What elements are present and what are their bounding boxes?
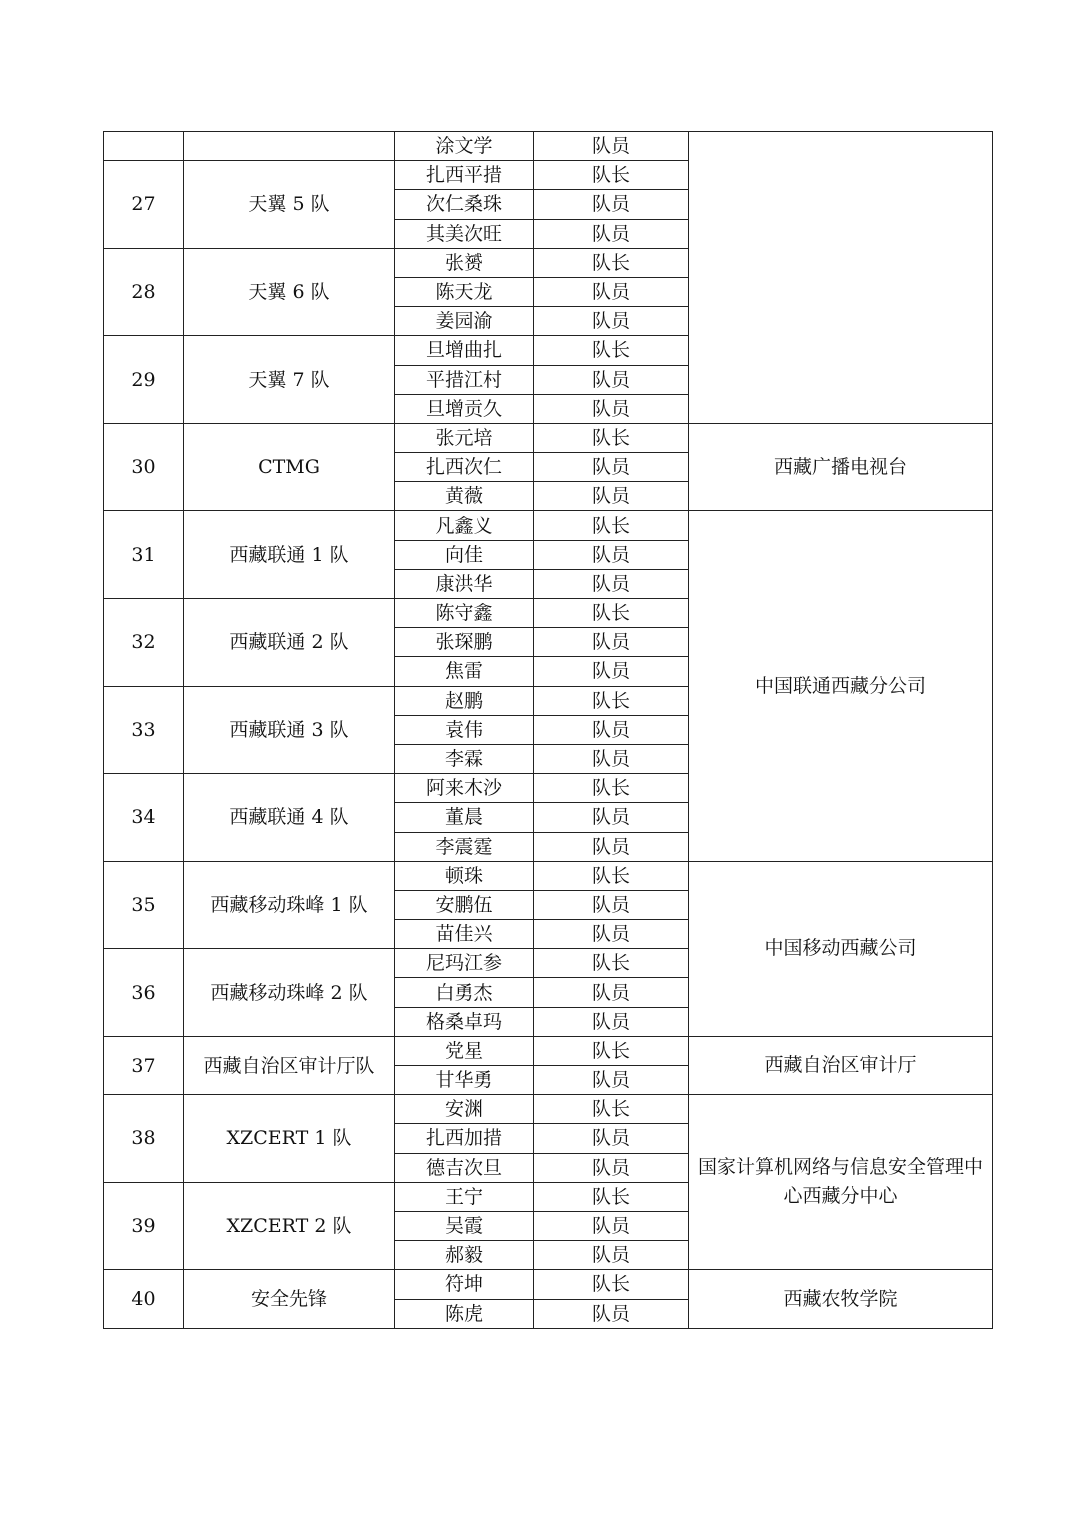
member-role-cell: 队员 bbox=[534, 482, 689, 511]
member-name-cell: 格桑卓玛 bbox=[395, 1007, 534, 1036]
member-role-cell: 队员 bbox=[534, 628, 689, 657]
member-name-cell: 王宁 bbox=[395, 1182, 534, 1211]
table-row bbox=[104, 861, 993, 890]
team-name-cell: 西藏移动珠峰 2 队 bbox=[184, 949, 395, 1037]
member-name-cell: 凡鑫义 bbox=[395, 511, 534, 540]
member-name-cell: 李霖 bbox=[395, 744, 534, 773]
team-number-cell: 39 bbox=[104, 1182, 184, 1270]
member-role-cell: 队员 bbox=[534, 569, 689, 598]
member-role-cell: 队员 bbox=[534, 890, 689, 919]
team-name-cell: 西藏联通 3 队 bbox=[184, 686, 395, 774]
member-role-cell: 队员 bbox=[534, 1153, 689, 1182]
member-name-cell: 党星 bbox=[395, 1036, 534, 1065]
organization-cell: 西藏农牧学院 bbox=[689, 1270, 993, 1328]
team-number-cell bbox=[104, 132, 184, 161]
member-role-cell: 队员 bbox=[534, 190, 689, 219]
roster-body bbox=[104, 132, 993, 1329]
table-row bbox=[104, 511, 993, 540]
member-role-cell: 队长 bbox=[534, 1095, 689, 1124]
member-name-cell: 德吉次旦 bbox=[395, 1153, 534, 1182]
member-name-cell: 安渊 bbox=[395, 1095, 534, 1124]
roster-table bbox=[103, 131, 993, 1329]
member-name-cell: 张赟 bbox=[395, 248, 534, 277]
member-role-cell: 队员 bbox=[534, 1007, 689, 1036]
team-number-cell: 40 bbox=[104, 1270, 184, 1328]
member-name-cell: 旦增曲扎 bbox=[395, 336, 534, 365]
member-role-cell: 队员 bbox=[534, 1241, 689, 1270]
member-name-cell: 赵鹏 bbox=[395, 686, 534, 715]
member-role-cell: 队员 bbox=[534, 365, 689, 394]
member-role-cell: 队长 bbox=[534, 949, 689, 978]
member-role-cell: 队员 bbox=[534, 394, 689, 423]
table-row bbox=[104, 1270, 993, 1299]
member-name-cell: 吴霞 bbox=[395, 1211, 534, 1240]
team-name-cell: 安全先锋 bbox=[184, 1270, 395, 1328]
member-name-cell: 郝毅 bbox=[395, 1241, 534, 1270]
team-name-cell: XZCERT 1 队 bbox=[184, 1095, 395, 1183]
team-name-cell: XZCERT 2 队 bbox=[184, 1182, 395, 1270]
team-name-cell: 西藏联通 4 队 bbox=[184, 774, 395, 862]
member-role-cell: 队员 bbox=[534, 715, 689, 744]
member-role-cell: 队员 bbox=[534, 277, 689, 306]
member-name-cell: 次仁桑珠 bbox=[395, 190, 534, 219]
member-role-cell: 队员 bbox=[534, 1124, 689, 1153]
team-number-cell: 30 bbox=[104, 423, 184, 511]
member-name-cell: 白勇杰 bbox=[395, 978, 534, 1007]
team-number-cell: 38 bbox=[104, 1095, 184, 1183]
member-role-cell: 队员 bbox=[534, 219, 689, 248]
member-name-cell: 张元培 bbox=[395, 423, 534, 452]
team-name-cell: CTMG bbox=[184, 423, 395, 511]
member-role-cell: 队员 bbox=[534, 540, 689, 569]
member-role-cell: 队长 bbox=[534, 511, 689, 540]
member-role-cell: 队员 bbox=[534, 1211, 689, 1240]
member-role-cell: 队员 bbox=[534, 978, 689, 1007]
member-role-cell: 队员 bbox=[534, 832, 689, 861]
member-name-cell: 安鹏伍 bbox=[395, 890, 534, 919]
member-name-cell: 平措江村 bbox=[395, 365, 534, 394]
team-name-cell: 天翼 5 队 bbox=[184, 161, 395, 249]
member-name-cell: 陈守鑫 bbox=[395, 599, 534, 628]
member-name-cell: 扎西加措 bbox=[395, 1124, 534, 1153]
member-role-cell: 队员 bbox=[534, 1299, 689, 1328]
member-name-cell: 康洪华 bbox=[395, 569, 534, 598]
member-name-cell: 李震霆 bbox=[395, 832, 534, 861]
member-name-cell: 顿珠 bbox=[395, 861, 534, 890]
member-role-cell: 队长 bbox=[534, 1270, 689, 1299]
member-role-cell: 队员 bbox=[534, 307, 689, 336]
team-name-cell: 西藏自治区审计厅队 bbox=[184, 1036, 395, 1094]
member-role-cell: 队长 bbox=[534, 861, 689, 890]
member-role-cell: 队员 bbox=[534, 1066, 689, 1095]
team-name-cell: 西藏联通 2 队 bbox=[184, 599, 395, 687]
member-name-cell: 姜园渝 bbox=[395, 307, 534, 336]
team-number-cell: 28 bbox=[104, 248, 184, 336]
organization-cell: 国家计算机网络与信息安全管理中心西藏分中心 bbox=[689, 1095, 993, 1270]
team-number-cell: 34 bbox=[104, 774, 184, 862]
member-name-cell: 黄薇 bbox=[395, 482, 534, 511]
team-name-cell: 西藏联通 1 队 bbox=[184, 511, 395, 599]
member-name-cell: 涂文学 bbox=[395, 132, 534, 161]
member-role-cell: 队员 bbox=[534, 744, 689, 773]
organization-cell: 西藏自治区审计厅 bbox=[689, 1036, 993, 1094]
team-number-cell: 36 bbox=[104, 949, 184, 1037]
member-name-cell: 其美次旺 bbox=[395, 219, 534, 248]
team-number-cell: 29 bbox=[104, 336, 184, 424]
team-name-cell: 西藏移动珠峰 1 队 bbox=[184, 861, 395, 949]
member-name-cell: 张琛鹏 bbox=[395, 628, 534, 657]
organization-cell bbox=[689, 132, 993, 424]
table-row bbox=[104, 423, 993, 452]
team-name-cell: 天翼 6 队 bbox=[184, 248, 395, 336]
table-row bbox=[104, 1095, 993, 1124]
member-role-cell: 队员 bbox=[534, 803, 689, 832]
member-role-cell: 队长 bbox=[534, 336, 689, 365]
team-number-cell: 31 bbox=[104, 511, 184, 599]
organization-cell: 中国移动西藏公司 bbox=[689, 861, 993, 1036]
team-number-cell: 27 bbox=[104, 161, 184, 249]
member-name-cell: 陈虎 bbox=[395, 1299, 534, 1328]
member-role-cell: 队员 bbox=[534, 453, 689, 482]
member-role-cell: 队员 bbox=[534, 920, 689, 949]
member-name-cell: 陈天龙 bbox=[395, 277, 534, 306]
team-number-cell: 35 bbox=[104, 861, 184, 949]
member-name-cell: 扎西次仁 bbox=[395, 453, 534, 482]
member-name-cell: 扎西平措 bbox=[395, 161, 534, 190]
member-name-cell: 甘华勇 bbox=[395, 1066, 534, 1095]
team-number-cell: 33 bbox=[104, 686, 184, 774]
team-name-cell: 天翼 7 队 bbox=[184, 336, 395, 424]
member-role-cell: 队长 bbox=[534, 248, 689, 277]
table-row bbox=[104, 132, 993, 161]
table-row bbox=[104, 1036, 993, 1065]
member-name-cell: 符坤 bbox=[395, 1270, 534, 1299]
member-name-cell: 阿来木沙 bbox=[395, 774, 534, 803]
member-name-cell: 旦增贡久 bbox=[395, 394, 534, 423]
organization-cell: 中国联通西藏分公司 bbox=[689, 511, 993, 861]
member-role-cell: 队长 bbox=[534, 161, 689, 190]
member-role-cell: 队长 bbox=[534, 423, 689, 452]
member-role-cell: 队长 bbox=[534, 1182, 689, 1211]
organization-cell: 西藏广播电视台 bbox=[689, 423, 993, 511]
team-name-cell bbox=[184, 132, 395, 161]
member-name-cell: 焦雷 bbox=[395, 657, 534, 686]
member-name-cell: 袁伟 bbox=[395, 715, 534, 744]
member-role-cell: 队长 bbox=[534, 1036, 689, 1065]
member-role-cell: 队长 bbox=[534, 599, 689, 628]
member-name-cell: 董晨 bbox=[395, 803, 534, 832]
member-name-cell: 苗佳兴 bbox=[395, 920, 534, 949]
member-name-cell: 向佳 bbox=[395, 540, 534, 569]
member-role-cell: 队长 bbox=[534, 686, 689, 715]
team-number-cell: 32 bbox=[104, 599, 184, 687]
member-name-cell: 尼玛江参 bbox=[395, 949, 534, 978]
member-role-cell: 队长 bbox=[534, 774, 689, 803]
team-number-cell: 37 bbox=[104, 1036, 184, 1094]
member-role-cell: 队员 bbox=[534, 657, 689, 686]
member-role-cell: 队员 bbox=[534, 132, 689, 161]
